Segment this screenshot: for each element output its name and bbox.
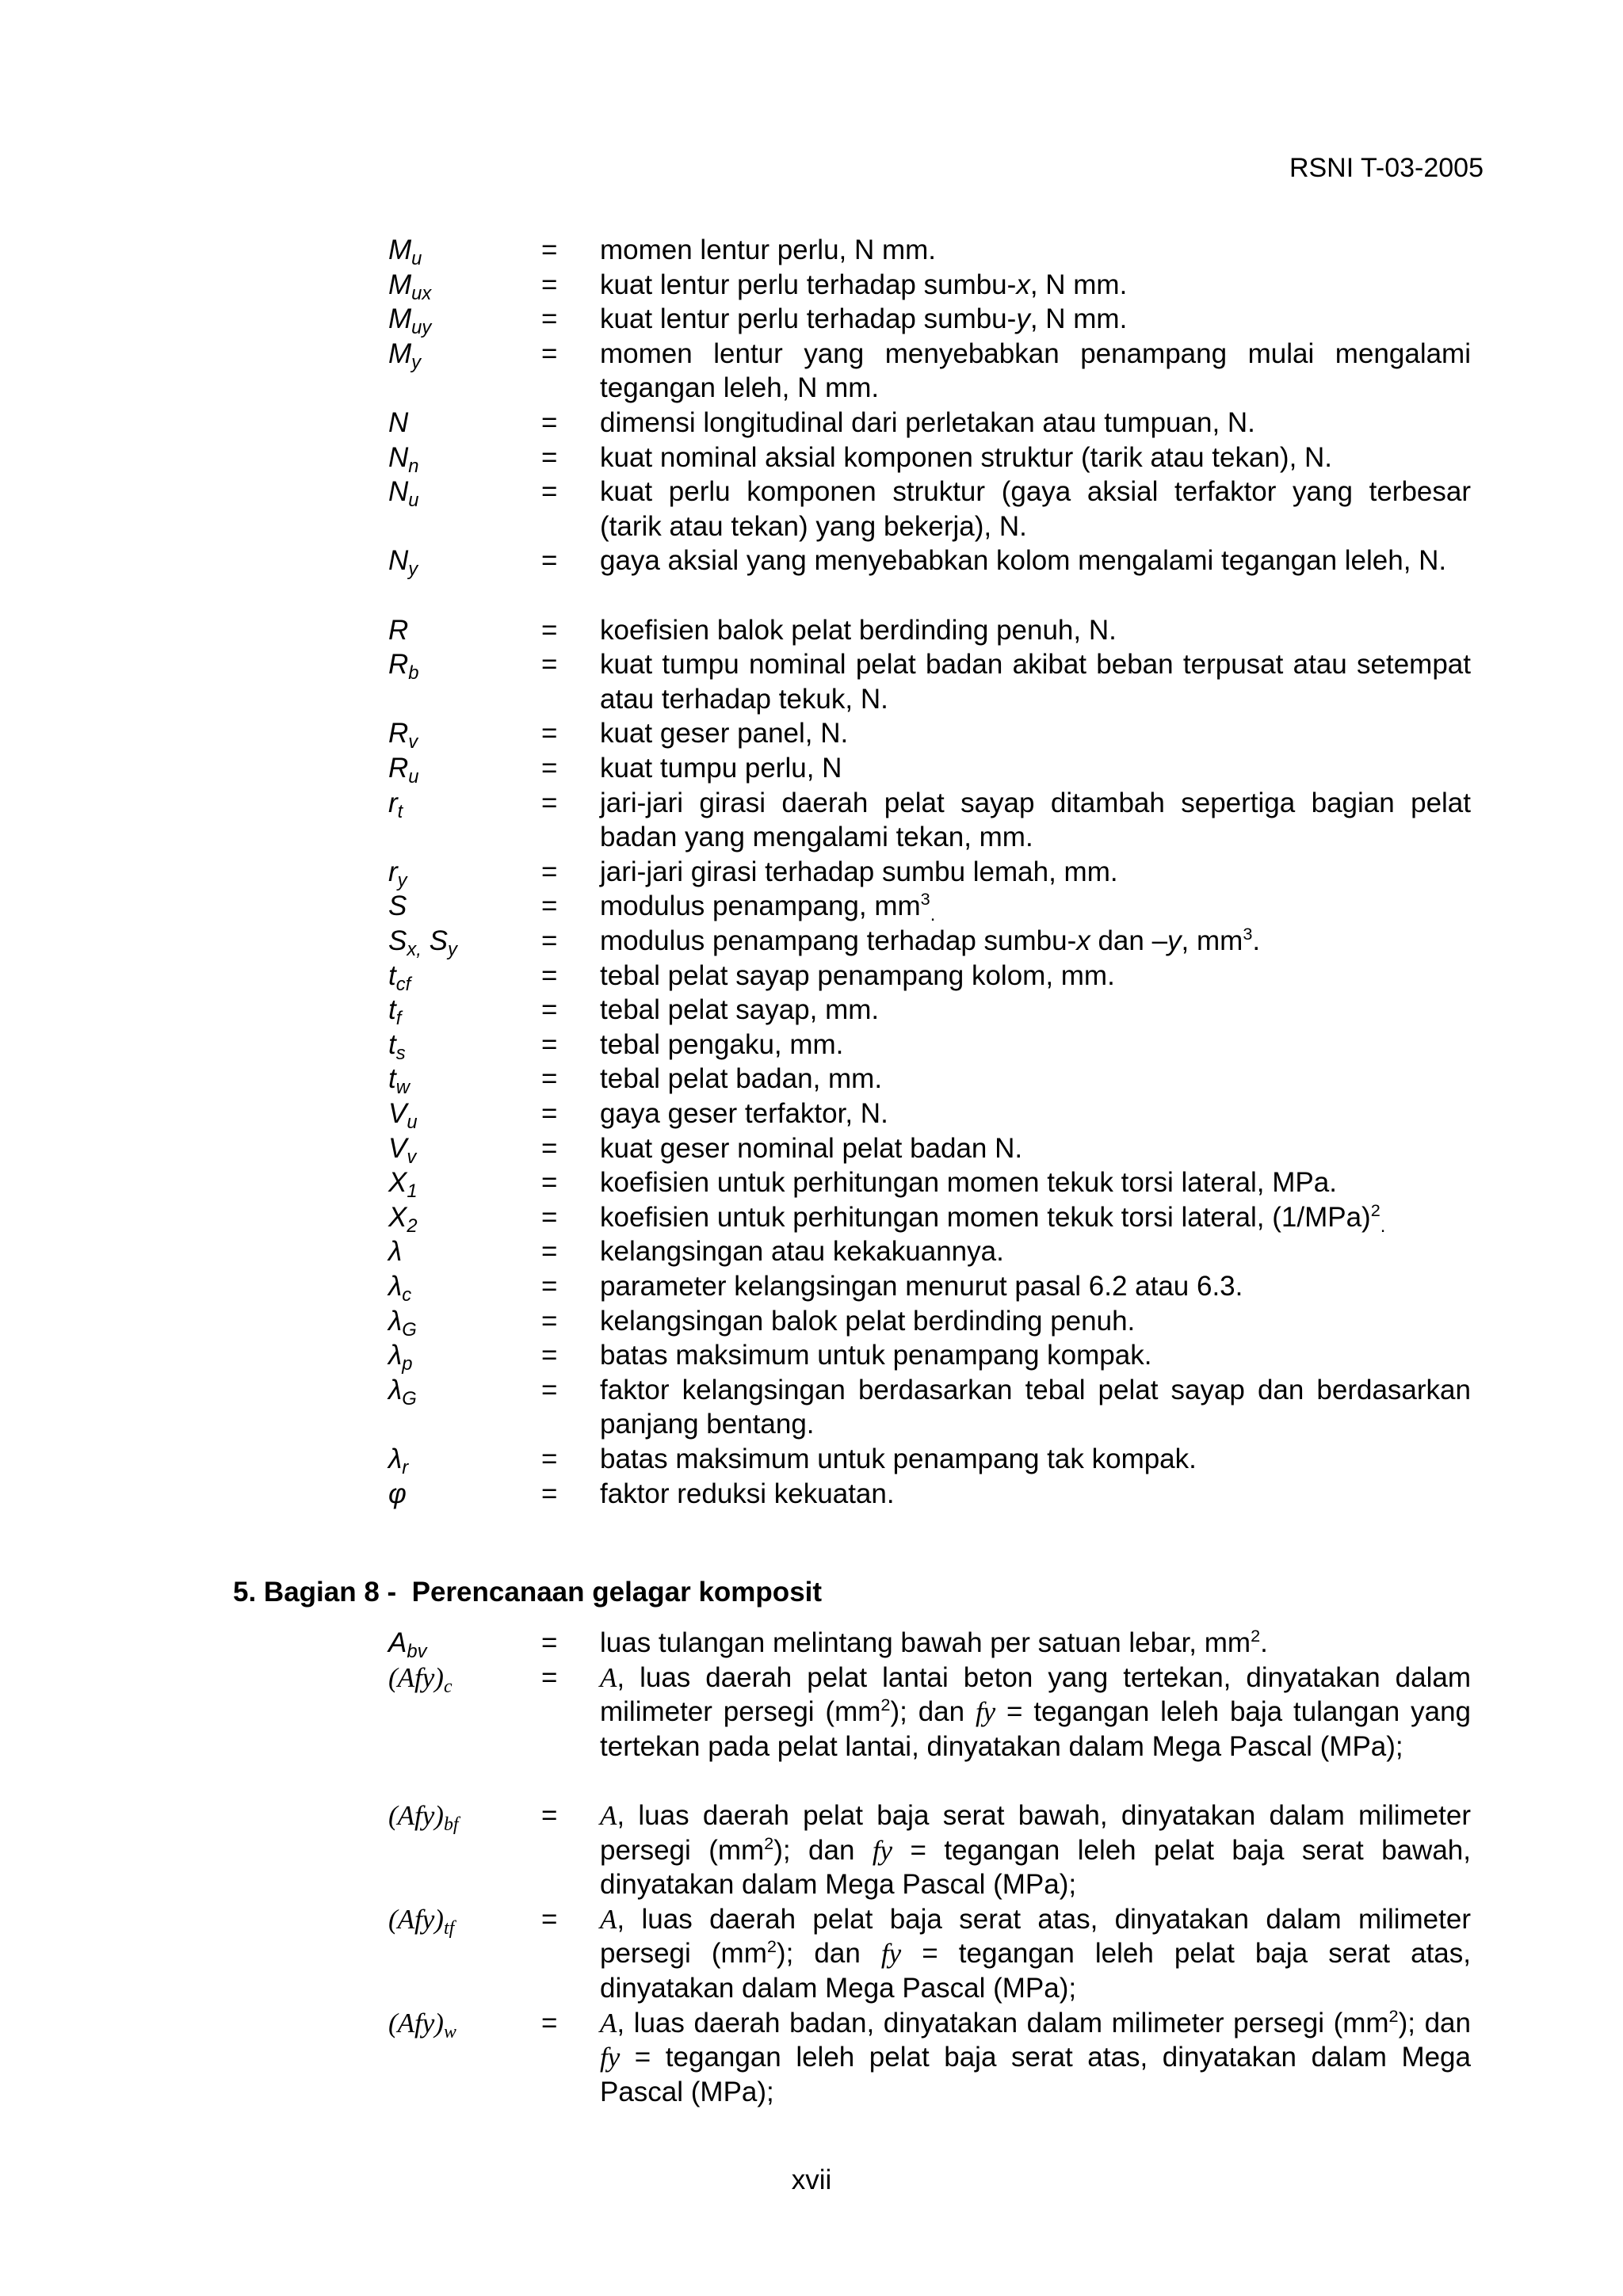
symbol-description: kuat lentur perlu terhadap sumbu-x, N mm. <box>600 269 1128 300</box>
symbol-name: $M_u$ <box>388 235 422 270</box>
symbol-name: $(Afy)_{tf}$ <box>388 1903 455 1939</box>
symbol-name: N <box>388 407 409 438</box>
symbol-name: $t_f$ <box>388 994 402 1030</box>
equals-sign: = <box>541 269 558 300</box>
symbol-description: kuat geser panel, N. <box>600 718 849 749</box>
symbol-description: momen lentur perlu, N mm. <box>600 235 937 265</box>
equals-sign: = <box>541 1028 558 1060</box>
equals-sign: = <box>541 959 558 991</box>
symbol-name: $X_2$ <box>388 1201 418 1237</box>
equals-sign: = <box>541 856 558 887</box>
symbol-description: A, luas daerah pelat baja serat bawah, dinyatakan dalam milimeter persegi $(mm^2)$; dan fy = tegangan leleh pelat baja serat bawah, dinyatakan dalam Mega Pascal (MPa); <box>600 1800 1471 1901</box>
symbol-name: $\lambda_G$ <box>388 1305 417 1341</box>
symbol-description: A, luas daerah pelat baja serat atas, dinyatakan dalam milimeter persegi $(mm^2)$; dan fy = tegangan leleh pelat baja serat atas, dinyatakan dalam Mega Pascal (MPa); <box>600 1903 1471 2004</box>
equals-sign: = <box>541 753 558 784</box>
equals-sign: = <box>541 1478 558 1509</box>
symbol-description: kelangsingan atau kekakuannya. <box>600 1236 1004 1268</box>
equals-sign: = <box>541 1132 558 1164</box>
symbol-name: $S_{x,}$ $S_y$ <box>388 925 457 961</box>
symbol-description: jari-jari girasi daerah pelat sayap ditambah sepertiga bagian pelat badan yang mengalami tekan, mm. <box>600 787 1471 853</box>
symbol-name: $\lambda_G$ <box>388 1374 417 1409</box>
symbol-description: tebal pelat sayap penampang kolom, mm. <box>600 959 1115 991</box>
page-number: xvii <box>791 2164 832 2195</box>
equals-sign: = <box>541 303 558 335</box>
equals-sign: = <box>541 614 558 646</box>
symbol-name: S <box>388 891 407 922</box>
symbol-description: A, luas daerah badan, dinyatakan dalam milimeter persegi $(mm^2)$; dan fy = tegangan leleh pelat baja serat atas, dinyatakan dalam Mega Pascal (MPa); <box>600 2005 1471 2107</box>
symbol-name: $t_s$ <box>388 1028 406 1064</box>
symbol-description: faktor kelangsingan berdasarkan tebal pelat sayap dan berdasarkan panjang bentang. <box>600 1374 1471 1440</box>
symbol-description: A, luas daerah pelat lantai beton yang tertekan, dinyatakan dalam milimeter persegi $(mm^2)$; dan fy = tegangan leleh baja tulangan yang tertekan pada pelat lantai, dinyatakan dalam Mega Pascal (MPa); <box>600 1661 1471 1762</box>
symbol-name: $R_b$ <box>388 649 419 685</box>
equals-sign: = <box>541 1201 558 1233</box>
equals-sign: = <box>541 476 558 508</box>
symbol-name: $(Afy)_w$ <box>388 2007 456 2042</box>
symbol-description: modulus penampang, $mm^3_.$ <box>600 889 936 926</box>
symbol-name: R <box>388 614 409 646</box>
symbol-description: koefisien untuk perhitungan momen tekuk torsi lateral, $(1/MPa)^2_.$ <box>600 1199 1386 1237</box>
equals-sign: = <box>541 787 558 818</box>
equals-sign: = <box>541 338 558 369</box>
symbol-description: kuat perlu komponen struktur (gaya aksial terfaktor yang terbesar (tarik atau tekan) yang bekerja), N. <box>600 476 1471 542</box>
symbol-name: $X_1$ <box>388 1167 418 1203</box>
symbol-name: $M_{uy}$ <box>388 303 432 339</box>
equals-sign: = <box>541 1167 558 1199</box>
symbol-name: $M_y$ <box>388 338 422 373</box>
symbol-name: $V_v$ <box>388 1132 417 1168</box>
symbol-description: luas tulangan melintang bawah per satuan lebar, $mm^2$. <box>600 1625 1268 1658</box>
symbol-description: kuat nominal aksial komponen struktur (tarik atau tekan), N. <box>600 441 1333 473</box>
symbol-description: kelangsingan balok pelat berdinding penuh. <box>600 1305 1136 1337</box>
symbol-description: gaya geser terfaktor, N. <box>600 1098 888 1129</box>
equals-sign: = <box>541 891 558 922</box>
symbol-description: tebal pengaku, mm. <box>600 1028 844 1060</box>
symbol-name: $t_{cf}$ <box>388 959 411 995</box>
symbol-description: kuat tumpu nominal pelat badan akibat beban terpusat atau setempat atau terhadap tekuk, N. <box>600 649 1471 715</box>
symbol-name: $(Afy)_{bf}$ <box>388 1800 459 1836</box>
symbol-description: koefisien balok pelat berdinding penuh, N. <box>600 614 1117 646</box>
equals-sign: = <box>541 925 558 956</box>
equals-sign: = <box>541 1627 558 1658</box>
symbol-description: batas maksimum untuk penampang tak kompak. <box>600 1444 1197 1474</box>
symbol-name: $r_y$ <box>388 856 407 891</box>
symbol-description: jari-jari girasi terhadap sumbu lemah, mm. <box>600 856 1118 887</box>
equals-sign: = <box>541 994 558 1026</box>
symbol-description: kuat tumpu perlu, N <box>600 753 842 784</box>
symbol-description: kuat lentur perlu terhadap sumbu-y, N mm. <box>600 303 1128 335</box>
symbol-name: $M_{ux}$ <box>388 269 432 304</box>
symbol-description: batas maksimum untuk penampang kompak. <box>600 1340 1152 1371</box>
symbol-name: $N_n$ <box>388 441 419 477</box>
equals-sign: = <box>541 1661 558 1693</box>
equals-sign: = <box>541 1236 558 1268</box>
equals-sign: = <box>541 1305 558 1337</box>
symbol-description: momen lentur yang menyebabkan penampang mulai mengalami tegangan leleh, N mm. <box>600 338 1471 404</box>
equals-sign: = <box>541 441 558 473</box>
equals-sign: = <box>541 1903 558 1935</box>
symbol-name: $\lambda_r$ <box>388 1444 409 1479</box>
equals-sign: = <box>541 1374 558 1405</box>
symbol-name: $R_u$ <box>388 753 419 788</box>
symbol-description: dimensi longitudinal dari perletakan atau tumpuan, N. <box>600 407 1255 438</box>
symbol-description: kuat geser nominal pelat badan N. <box>600 1132 1023 1164</box>
equals-sign: = <box>541 1063 558 1095</box>
section-title: 5. Bagian 8 - Perencanaan gelagar komposit <box>233 1577 823 1608</box>
symbol-description: parameter kelangsingan menurut pasal 6.2 atau 6.3. <box>600 1271 1243 1302</box>
symbol-name: λ <box>388 1236 403 1268</box>
symbol-name: $(Afy)_c$ <box>388 1661 453 1697</box>
equals-sign: = <box>541 407 558 438</box>
symbol-description: tebal pelat badan, mm. <box>600 1063 883 1095</box>
symbol-name: $N_y$ <box>388 545 418 581</box>
equals-sign: = <box>541 649 558 681</box>
symbol-description: koefisien untuk perhitungan momen tekuk torsi lateral, MPa. <box>600 1167 1337 1199</box>
equals-sign: = <box>541 235 558 265</box>
symbol-name: φ <box>388 1478 407 1509</box>
symbol-name: $r_t$ <box>388 787 403 822</box>
equals-sign: = <box>541 1800 558 1831</box>
equals-sign: = <box>541 545 558 577</box>
equals-sign: = <box>541 1271 558 1302</box>
equals-sign: = <box>541 1444 558 1474</box>
symbol-name: $\lambda_c$ <box>388 1271 412 1306</box>
equals-sign: = <box>541 2007 558 2039</box>
symbol-name: $t_w$ <box>388 1063 410 1099</box>
symbol-description: faktor reduksi kekuatan. <box>600 1478 895 1509</box>
document-code: RSNI T-03-2005 <box>1289 153 1484 183</box>
symbol-name: $V_u$ <box>388 1098 418 1134</box>
symbol-description: modulus penampang terhadap sumbu-x dan –y, $mm^3$. <box>600 923 1261 956</box>
equals-sign: = <box>541 718 558 749</box>
symbol-description: gaya aksial yang menyebabkan kolom mengalami tegangan leleh, N. <box>600 545 1447 577</box>
symbol-name: $R_v$ <box>388 718 418 753</box>
equals-sign: = <box>541 1098 558 1129</box>
symbol-name: $\lambda_p$ <box>388 1340 413 1375</box>
symbol-name: $N_u$ <box>388 476 419 512</box>
symbol-name: $A_{bv}$ <box>388 1627 427 1663</box>
equals-sign: = <box>541 1340 558 1371</box>
symbol-description: tebal pelat sayap, mm. <box>600 994 880 1026</box>
